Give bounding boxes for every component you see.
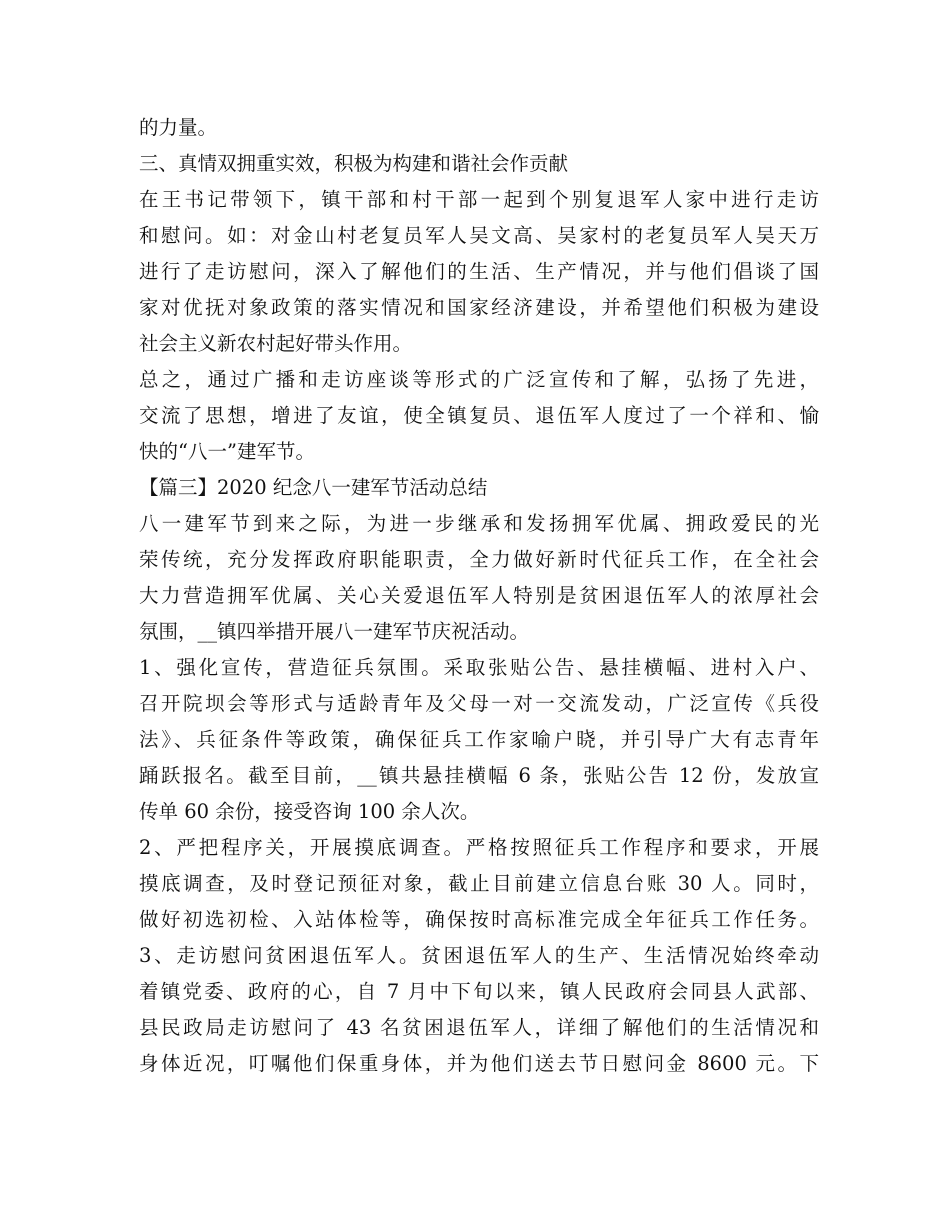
text-line: 着镇党委、政府的心，自 7 月中下旬以来，镇人民政府会同县人武部、 (139, 980, 819, 1003)
text-line: 县民政局走访慰问了 43 名贫困退伍军人，详细了解他们的生活情况和 (139, 1016, 819, 1039)
text-line: 进行了走访慰问，深入了解他们的生活、生产情况，并与他们倡谈了国 (139, 260, 819, 283)
text-line: 八一建军节到来之际，为进一步继承和发扬拥军优属、拥政爱民的光 (139, 512, 819, 535)
text-line: 做好初选初检、入站体检等，确保按时高标准完成全年征兵工作任务。 (139, 908, 819, 931)
text-line: 3、走访慰问贫困退伍军人。贫困退伍军人的生产、生活情况始终牵动 (139, 944, 819, 967)
text-line: 法》、兵征条件等政策，确保征兵工作家喻户晓，并引导广大有志青年 (139, 728, 819, 751)
text-line: 社会主义新农村起好带头作用。 (139, 332, 413, 355)
text-line: 交流了思想，增进了友谊，使全镇复员、退伍军人度过了一个祥和、愉 (139, 404, 819, 427)
text-line: 家对优抚对象政策的落实情况和国家经济建设，并希望他们积极为建设 (139, 296, 819, 319)
text-line: 氛围，__镇四举措开展八一建军节庆祝活动。 (139, 620, 530, 643)
text-line: 总之，通过广播和走访座谈等形式的广泛宣传和了解，弘扬了先进， (139, 368, 819, 391)
text-line: 大力营造拥军优属、关心关爱退伍军人特别是贫困退伍军人的浓厚社会 (139, 584, 819, 607)
text-line: 身体近况，叮嘱他们保重身体，并为他们送去节日慰问金 8600 元。下 (139, 1052, 819, 1075)
section-heading: 三、真情双拥重实效，积极为构建和谐社会作贡献 (139, 152, 569, 175)
section-heading: 【篇三】2020 纪念八一建军节活动总结 (139, 476, 488, 499)
text-line: 传单 60 余份，接受咨询 100 余人次。 (139, 800, 480, 823)
text-line: 1、强化宣传，营造征兵氛围。采取张贴公告、悬挂横幅、进村入户、 (139, 656, 819, 679)
document-body (139, 110, 819, 1082)
text-line: 在王书记带领下，镇干部和村干部一起到个别复退军人家中进行走访 (139, 188, 819, 211)
text-line: 摸底调查，及时登记预征对象，截止目前建立信息台账 30 人。同时， (139, 872, 819, 895)
text-line: 快的“八一”建军节。 (139, 440, 315, 463)
text-line: 的力量。 (139, 116, 218, 139)
text-line: 荣传统，充分发挥政府职能职责，全力做好新时代征兵工作，在全社会 (139, 548, 819, 571)
text-line: 2、严把程序关，开展摸底调查。严格按照征兵工作程序和要求，开展 (139, 836, 819, 859)
text-line: 召开院坝会等形式与适龄青年及父母一对一交流发动，广泛宣传《兵役 (139, 692, 819, 715)
text-line: 和慰问。如：对金山村老复员军人吴文高、吴家村的老复员军人吴天万 (139, 224, 819, 247)
text-line: 踊跃报名。截至目前，__镇共悬挂横幅 6 条，张贴公告 12 份，发放宣 (139, 764, 819, 787)
